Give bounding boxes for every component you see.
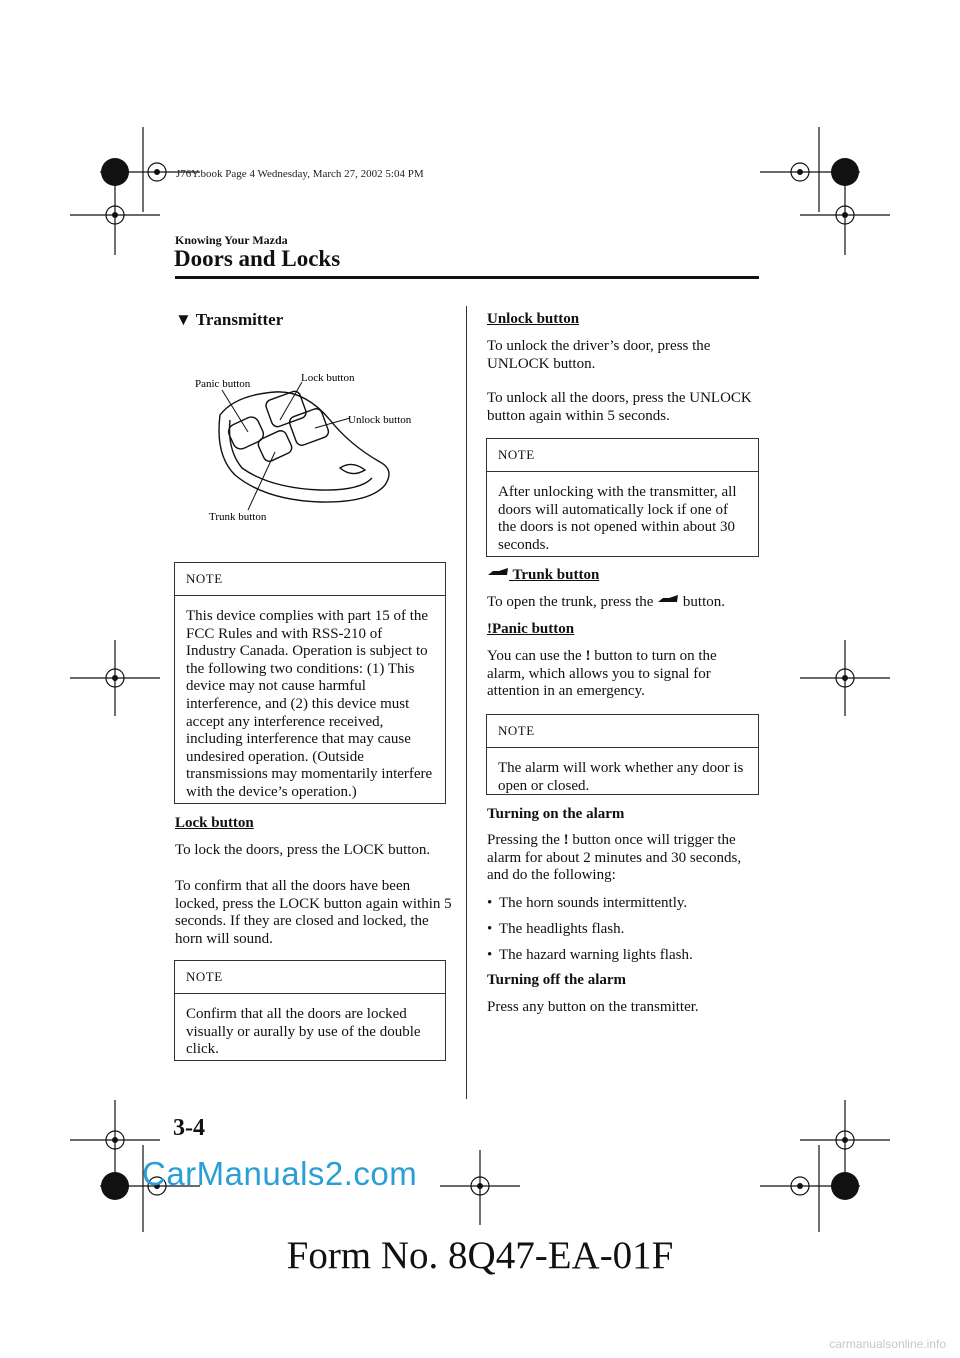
panic-text: You can use the ! button to turn on the alarm, which allows you to signal for attention in an emergency. xyxy=(487,648,717,699)
lock-text-1: To lock the doors, press the LOCK button. xyxy=(175,842,431,858)
unlock-label: Unlock button xyxy=(348,414,412,426)
footer-url: carmanualsonline.info xyxy=(829,1337,946,1351)
note-label: NOTE xyxy=(175,563,445,596)
exclamation-icon: ! xyxy=(487,621,492,637)
note-label: NOTE xyxy=(175,961,445,994)
note-confirm xyxy=(174,960,446,1061)
exclamation-icon: ! xyxy=(585,648,591,664)
book-info: J76Y.book Page 4 Wednesday, March 27, 2002 5:04 PM xyxy=(176,168,424,180)
panic-label: Panic button xyxy=(195,378,251,390)
transmitter-heading: ▼ Transmitter xyxy=(175,310,284,329)
note-autolock xyxy=(486,438,759,557)
triangle-icon: ▼ xyxy=(175,310,192,329)
lock-text-2: To confirm that all the doors have been locked, press the LOCK button again within 5 seconds. If they are closed and locked, the horn will sound. xyxy=(175,878,452,947)
note-label: NOTE xyxy=(487,439,758,472)
form-number: Form No. 8Q47-EA-01F xyxy=(286,1234,674,1277)
note-text: After unlocking with the transmitter, all doors will automatically lock if one of the doors is not opened within about 30 seconds. xyxy=(498,484,737,553)
trunk-label: Trunk button xyxy=(209,511,267,523)
panic-heading: !Panic button xyxy=(487,621,575,637)
watermark: CarManuals2.com xyxy=(142,1155,418,1192)
list-item: • The horn sounds intermittently. xyxy=(487,895,688,911)
exclamation-icon: ! xyxy=(563,832,569,848)
transmitter-illustration xyxy=(180,360,450,530)
note-alarm xyxy=(486,714,759,795)
alarm-on-text: Pressing the ! button once will trigger the alarm for about 2 minutes and 30 seconds, and do the following: xyxy=(487,832,742,883)
note-text: This device complies with part 15 of the FCC Rules and with RSS-210 of Industry Canada. Operation is subject to the following two conditions: (1) This device may not cause harmful interference, and (2) this device must accept any interference received, including interference that may cause undesired operation. (Outside transmissions may momentarily interfere with the device’s operation.) xyxy=(186,608,433,800)
note-label: NOTE xyxy=(487,715,758,748)
section-label: Knowing Your Mazda xyxy=(175,233,288,247)
alarm-off-heading: Turning off the alarm xyxy=(487,972,627,988)
lock-label: Lock button xyxy=(301,372,355,384)
note-text: Confirm that all the doors are locked visually or aurally by use of the double click. xyxy=(186,1006,421,1058)
title-rule xyxy=(175,276,759,279)
alarm-off-text: Press any button on the transmitter. xyxy=(487,999,699,1015)
note-fcc xyxy=(174,562,446,804)
alarm-on-heading: Turning on the alarm xyxy=(487,806,625,822)
list-item: • The headlights flash. xyxy=(487,921,625,937)
car-trunk-icon xyxy=(487,567,509,579)
note-text: The alarm will work whether any door is open or closed. xyxy=(498,760,744,794)
unlock-text-2: To unlock all the doors, press the UNLOCK button again within 5 seconds. xyxy=(487,390,752,424)
car-trunk-icon xyxy=(657,594,679,606)
lock-heading: Lock button xyxy=(175,815,254,831)
unlock-heading: Unlock button xyxy=(487,311,580,327)
unlock-text-1: To unlock the driver’s door, press the UNLOCK button. xyxy=(487,338,711,372)
trunk-text: To open the trunk, press the button. xyxy=(487,594,726,610)
column-divider xyxy=(466,306,467,1099)
page-title: Doors and Locks xyxy=(174,246,341,271)
list-item: • The hazard warning lights flash. xyxy=(487,947,693,963)
page-number: 3-4 xyxy=(173,1115,205,1141)
trunk-heading: Trunk button xyxy=(487,567,599,584)
